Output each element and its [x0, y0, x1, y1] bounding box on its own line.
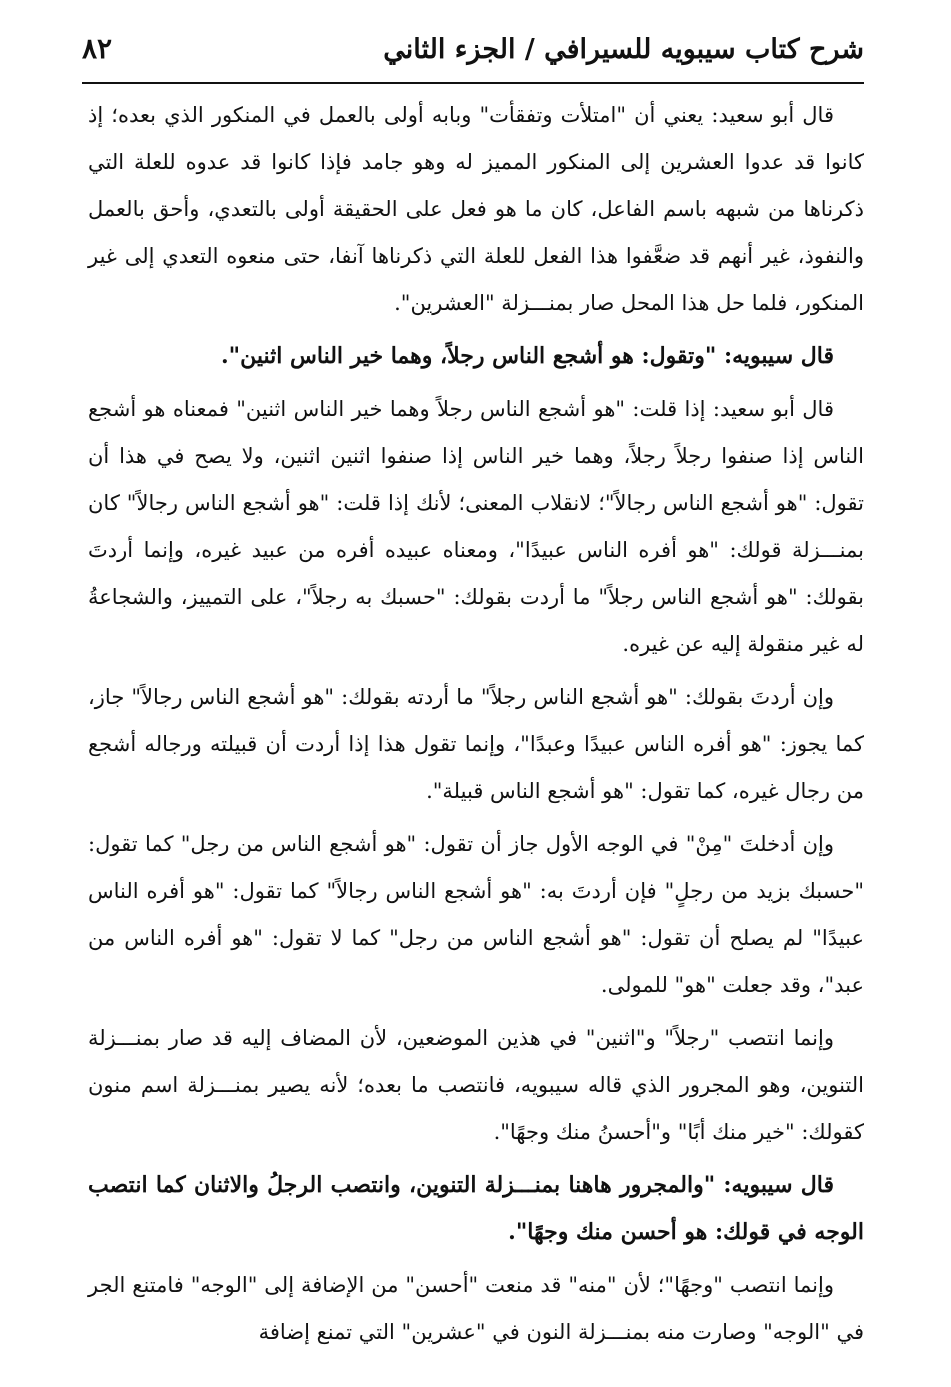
running-title: شرح كتاب سيبويه للسيرافي / الجزء الثاني — [383, 34, 864, 65]
paragraph: قال أبو سعيد: يعني أن "امتلأت وتفقأت" وبابه أولى بالعمل في المنكور الذي بعده؛ إذ كانوا قد عدوا العشرين إلى المنكور المميز له وهو جامد فإذا كانوا قد عدوه للعلة التي ذكرناها من شبهه باسم الفاعل، كان ما هو فعل على الحقيقة أولى بالتعدي، وأحق بالعمل والنفوذ، غير أنهم قد ضعَّفوا هذا الفعل للعلة التي ذكرناها آنفا، حتى منعوه التعدي إلى غير المنكور، فلما حل هذا المحل صار بمنـــزلة "العشرين". — [88, 103, 864, 315]
header-rule — [82, 82, 864, 84]
page-header — [82, 28, 864, 76]
paragraph: قال أبو سعيد: إذا قلت: "هو أشجع الناس رجلاً وهما خير الناس اثنين" فمعناه هو أشجع الناس إذا صنفوا رجلاً رجلاً، وهما خير الناس إذا صنفوا اثنين اثنين، ولا يصح في هذا أن تقول: "هو أشجع الناس رجالاً"؛ لانقلاب المعنى؛ لأنك إذا قلت: "هو أشجع الناس رجالاً" كان بمنـــزلة قولك: "هو أفره الناس عبيدًا"، ومعناه عبيده أفره من عبيد غيره، وإنما أردتَ بقولك: "هو أشجع الناس رجلاً" ما أردت بقولك: "حسبك به رجلاً"، على التمييز، والشجاعةُ له غير منقولة إليه عن غيره. — [88, 397, 864, 656]
paragraph: وإن أردتَ بقولك: "هو أشجع الناس رجلاً" ما أردته بقولك: "هو أشجع الناس رجالاً" جاز، كما يجوز: "هو أفره الناس عبيدًا وعبدًا"، وإنما تقول هذا إذا أردت أن قبيلته ورجاله أشجع من رجال غيره، كما تقول: "هو أشجع الناس قبيلة". — [88, 685, 864, 803]
paragraph: وإنما انتصب "وجهًا"؛ لأن "منه" قد منعت "أحسن" من الإضافة إلى "الوجه" فامتنع الجر في "الوجه" وصارت منه بمنـــزلة النون في "عشرين" التي تمنع إضافة — [88, 1273, 864, 1344]
paragraph: وإن أدخلتَ "مِنْ" في الوجه الأول جاز أن تقول: "هو أشجع الناس من رجل" كما تقول: "حسبك بزيد من رجلٍ" فإن أردتَ به: "هو أشجع الناس رجالاً" كما تقول: "هو أفره الناس عبيدًا" لم يصلح أن تقول: "هو أشجع الناس من رجل" كما لا تقول: "هو أفره الناس من عبد"، وقد جعلت "هو" للمولى. — [88, 832, 864, 997]
paragraph: وإنما انتصب "رجلاً" و"اثنين" في هذين الموضعين، لأن المضاف إليه قد صار بمنـــزلة التنوين، وهو المجرور الذي قاله سيبويه، فانتصب ما بعده؛ لأنه يصير بمنـــزلة اسم منون كقولك: "خير منك أبًا" و"أحسنُ منك وجهًا". — [88, 1026, 864, 1144]
page-number: ٨٢ — [82, 32, 113, 65]
page-body — [88, 92, 864, 1356]
sibawayh-quote: قال سيبويه: "والمجرور هاهنا بمنـــزلة التنوين، وانتصب الرجلُ والاثنان كما انتصب الوجه في قولك: هو أحسن منك وجهًا". — [88, 1172, 864, 1245]
sibawayh-quote: قال سيبويه: "وتقول: هو أشجع الناس رجلاً، وهما خير الناس اثنين". — [220, 343, 834, 369]
